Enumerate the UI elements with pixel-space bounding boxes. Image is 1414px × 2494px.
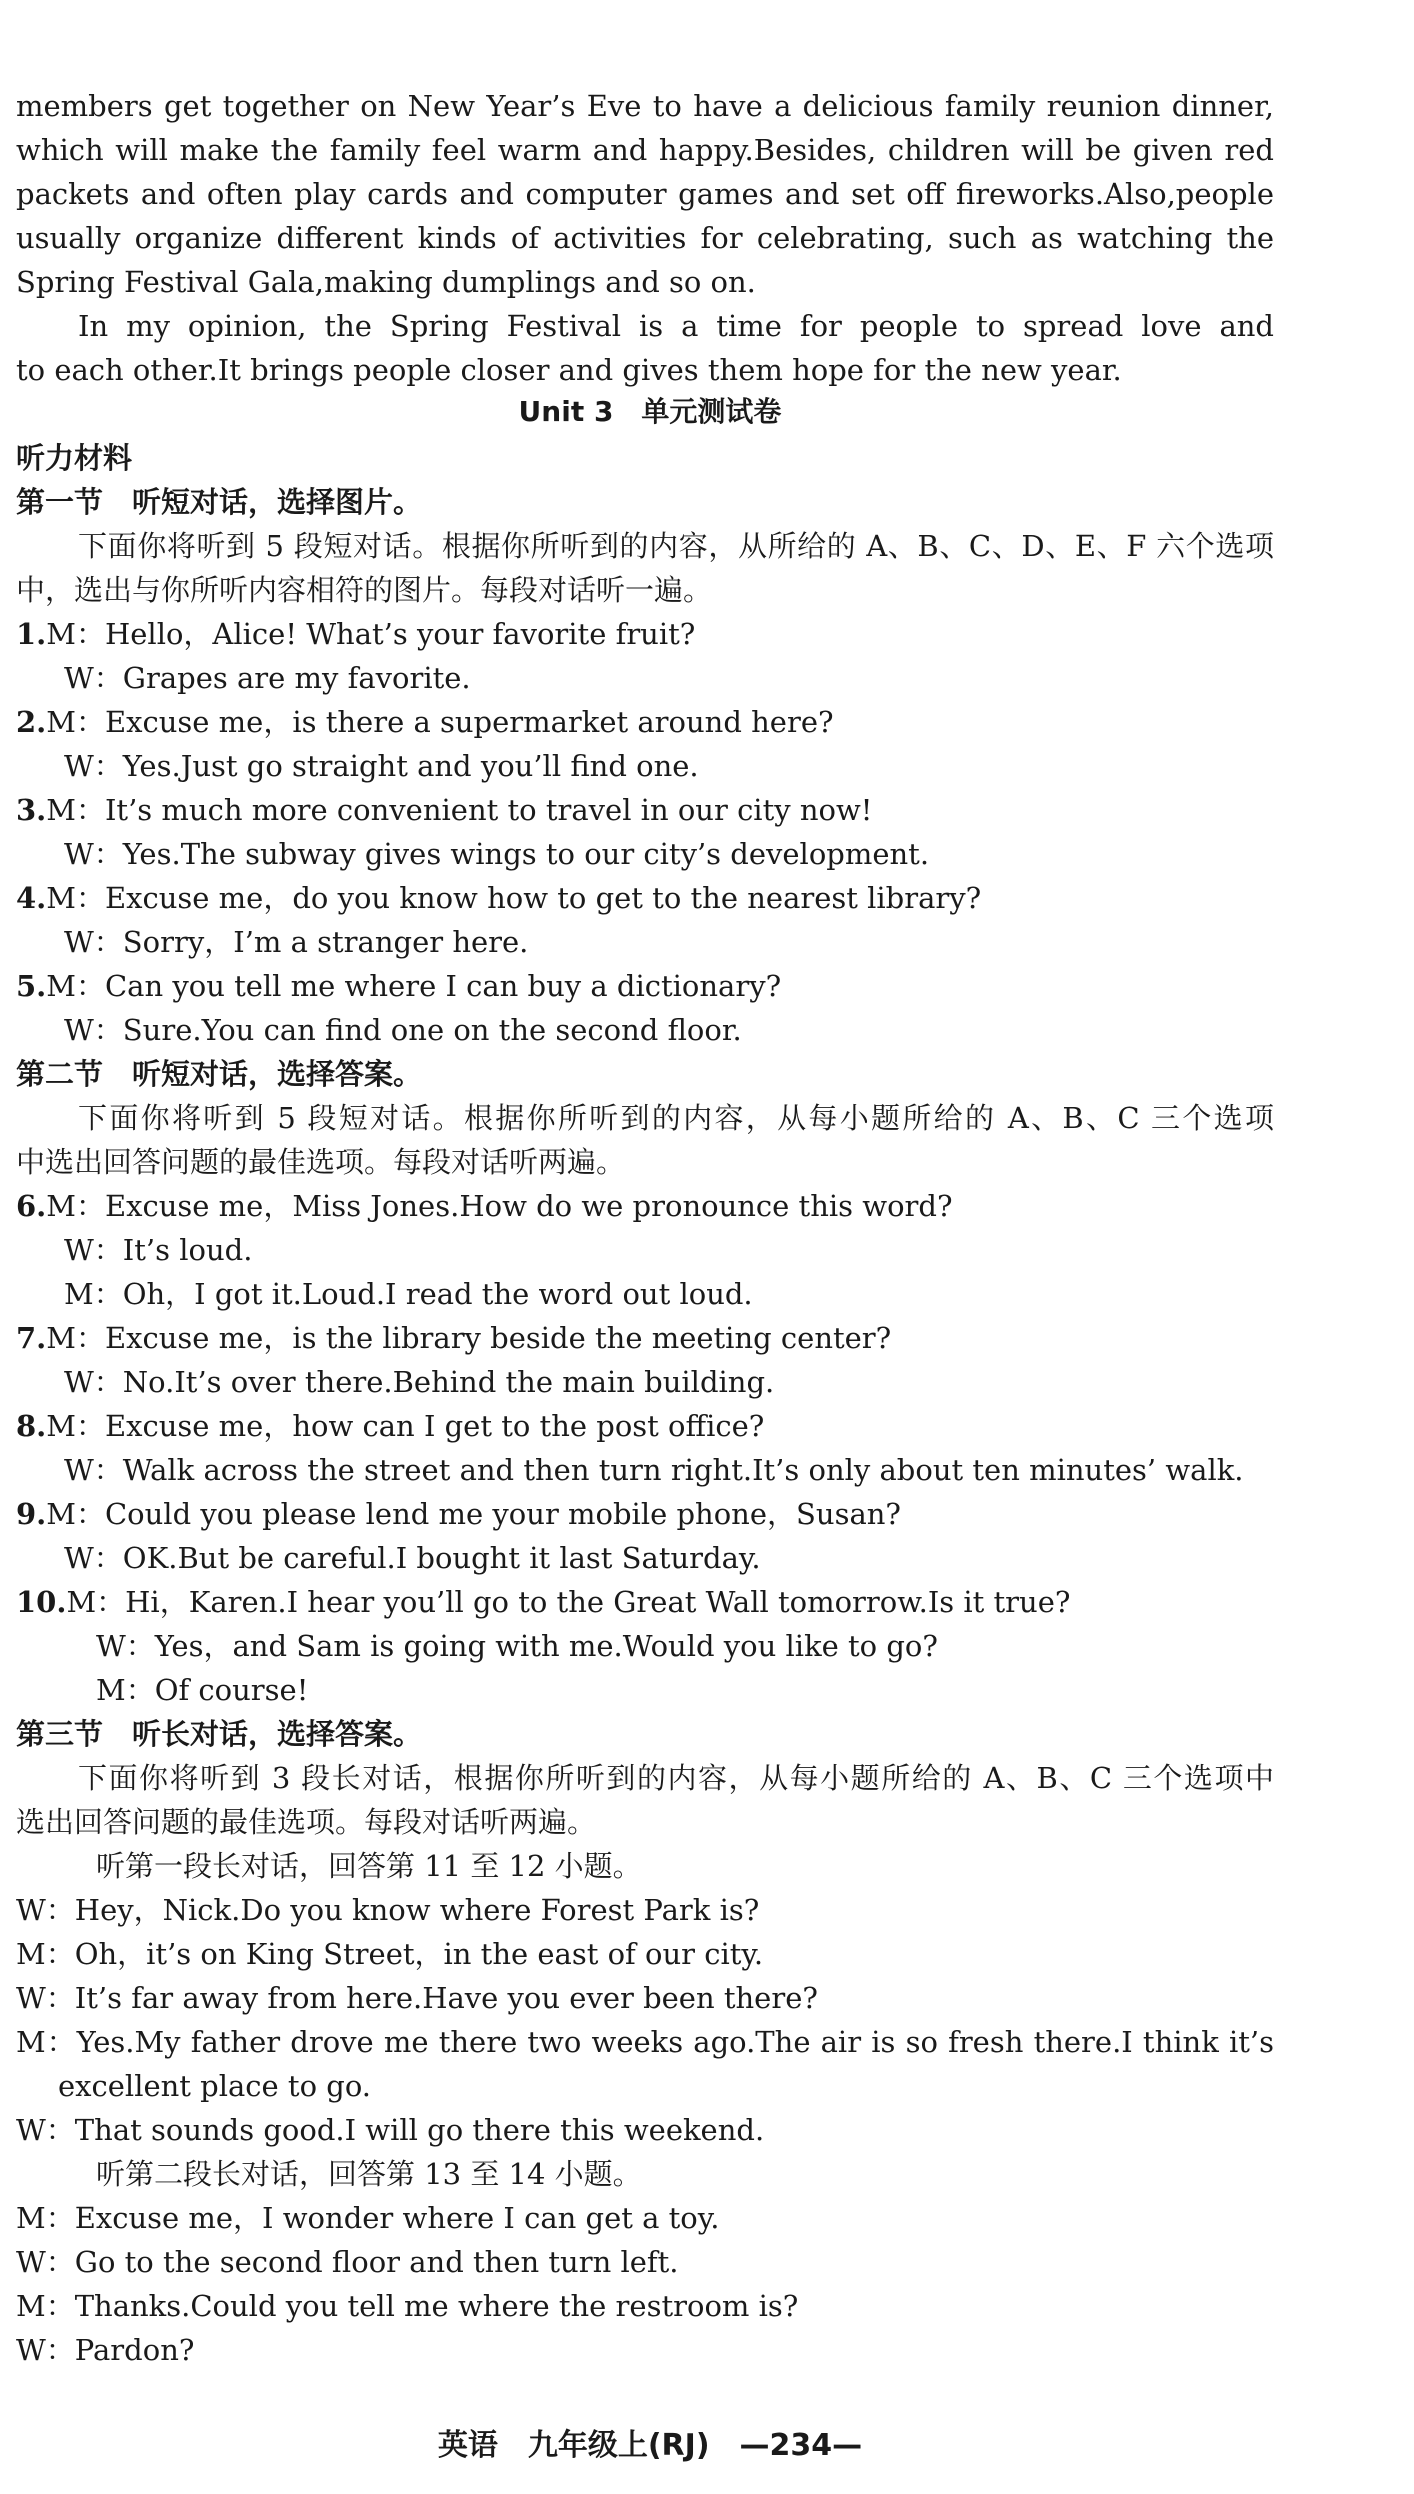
dialog-line: W：Go to the second floor and then turn left. [16, 2245, 679, 2279]
essay-line: members get together on New Year’s Eve to have a delicious family reunion dinner, [16, 89, 1274, 123]
question-number: 2. [16, 705, 47, 739]
dialog-line: M：Of course! [96, 1673, 309, 1707]
dialog-line: M：Oh，I got it.Loud.I read the word out loud. [64, 1277, 753, 1311]
dialog-line: M：Can you tell me where I can buy a dictionary? [46, 969, 782, 1003]
question-number: 1. [16, 617, 47, 651]
question-6 [16, 1184, 1274, 1228]
question-10 [16, 1580, 1274, 1624]
page-footer: 英语 九年级上(RJ) —234— [437, 2428, 863, 2463]
dialog-line: W：It’s far away from here.Have you ever been there? [16, 1981, 818, 2015]
dialog-line: W：No.It’s over there.Behind the main building. [64, 1365, 775, 1399]
dialog-line: W：Sorry，I’m a stranger here. [64, 925, 529, 959]
section1-title: 第一节 听短对话，选择图片。 [16, 485, 423, 519]
dialog-line: W：Hey，Nick.Do you know where Forest Park is? [16, 1893, 760, 1927]
question-9 [16, 1492, 1274, 1536]
material-label: 听力材料 [16, 441, 133, 475]
question-1 [16, 612, 1274, 656]
question-3 [16, 788, 1274, 832]
dialog-line: M：It’s much more convenient to travel in our city now! [46, 793, 873, 827]
dialog-line: W：Walk across the street and then turn right.It’s only about ten minutes’ walk. [64, 1453, 1244, 1487]
dialog-line: W：OK.But be careful.I bought it last Saturday. [64, 1541, 761, 1575]
section2-instruction: 下面你将听到 5 段短对话。根据你所听到的内容，从每小题所给的 A、B、C 三个选项 [78, 1101, 1274, 1135]
question-number: 8. [16, 1409, 47, 1443]
question-number: 3. [16, 793, 47, 827]
question-number: 7. [16, 1321, 47, 1355]
essay-line: In my opinion, the Spring Festival is a time for people to spread love and [78, 309, 1274, 343]
section2-title: 第二节 听短对话，选择答案。 [16, 1057, 423, 1091]
section3-instruction: 选出回答问题的最佳选项。每段对话听两遍。 [16, 1805, 597, 1839]
dialog-line: M：Could you please lend me your mobile phone，Susan? [46, 1497, 901, 1531]
dialog-line: M：Excuse me，I wonder where I can get a toy. [16, 2201, 720, 2235]
dialog2-label: 听第二段长对话，回答第 13 至 14 小题。 [96, 2157, 642, 2191]
section1-instruction: 下面你将听到 5 段短对话。根据你所听到的内容，从所给的 A、B、C、D、E、F 六个选项 [78, 529, 1274, 563]
question-number: 10. [16, 1585, 67, 1619]
dialog-line: M：Hi，Karen.I hear you’ll go to the Great Wall tomorrow.Is it true? [66, 1585, 1071, 1619]
question-4 [16, 876, 1274, 920]
section3-title: 第三节 听长对话，选择答案。 [16, 1717, 423, 1751]
dialog-line: M：Hello，Alice! What’s your favorite fruit? [46, 617, 696, 651]
dialog-line: M：Excuse me，do you know how to get to the nearest library? [46, 881, 982, 915]
dialog-line: excellent place to go. [58, 2069, 371, 2103]
question-8 [16, 1404, 1274, 1448]
dialog-line: M：Thanks.Could you tell me where the restroom is? [16, 2289, 799, 2323]
dialog-line: M：Excuse me，is the library beside the meeting center? [46, 1321, 892, 1355]
dialog-line: M：Oh，it’s on King Street，in the east of our city. [16, 1937, 764, 1971]
essay-line: packets and often play cards and computer games and set off fireworks.Also,people [16, 177, 1274, 211]
question-number: 4. [16, 881, 47, 915]
unit-title: Unit 3 单元测试卷 [518, 395, 782, 428]
dialog-line: M：Excuse me，Miss Jones.How do we pronounce this word? [46, 1189, 953, 1223]
dialog-line: W：Pardon? [16, 2333, 195, 2367]
question-number: 9. [16, 1497, 47, 1531]
essay-line: usually organize different kinds of activities for celebrating, such as watching the [16, 221, 1274, 255]
section3-instruction: 下面你将听到 3 段长对话，根据你所听到的内容，从每小题所给的 A、B、C 三个选项中 [78, 1761, 1274, 1795]
essay-line: to each other.It brings people closer and gives them hope for the new year. [16, 353, 1122, 387]
dialog-line: M：Excuse me，is there a supermarket around here? [46, 705, 834, 739]
dialog-line: W：It’s loud. [64, 1233, 253, 1267]
section1-instruction: 中，选出与你所听内容相符的图片。每段对话听一遍。 [16, 573, 713, 607]
dialog1-label: 听第一段长对话，回答第 11 至 12 小题。 [96, 1849, 642, 1883]
essay-line: which will make the family feel warm and happy.Besides, children will be given red [16, 133, 1274, 167]
dialog-line: W：Yes.The subway gives wings to our city’s development. [64, 837, 930, 871]
question-number: 6. [16, 1189, 47, 1223]
dialog-line: M：Yes.My father drove me there two weeks ago.The air is so fresh there.I think it’s [16, 2025, 1274, 2059]
question-2 [16, 700, 1274, 744]
section2-instruction: 中选出回答问题的最佳选项。每段对话听两遍。 [16, 1145, 626, 1179]
question-number: 5. [16, 969, 47, 1003]
dialog-line: W：Sure.You can find one on the second floor. [64, 1013, 742, 1047]
dialog-line: W：That sounds good.I will go there this weekend. [16, 2113, 765, 2147]
question-5 [16, 964, 1274, 1008]
dialog-line: W：Yes，and Sam is going with me.Would you like to go? [96, 1629, 938, 1663]
dialog-line: M：Excuse me，how can I get to the post office? [46, 1409, 765, 1443]
essay-line: Spring Festival Gala,making dumplings and so on. [16, 265, 756, 299]
dialog-line: W：Yes.Just go straight and you’ll find one. [64, 749, 699, 783]
question-7 [16, 1316, 1274, 1360]
dialog-line: W：Grapes are my favorite. [64, 661, 471, 695]
